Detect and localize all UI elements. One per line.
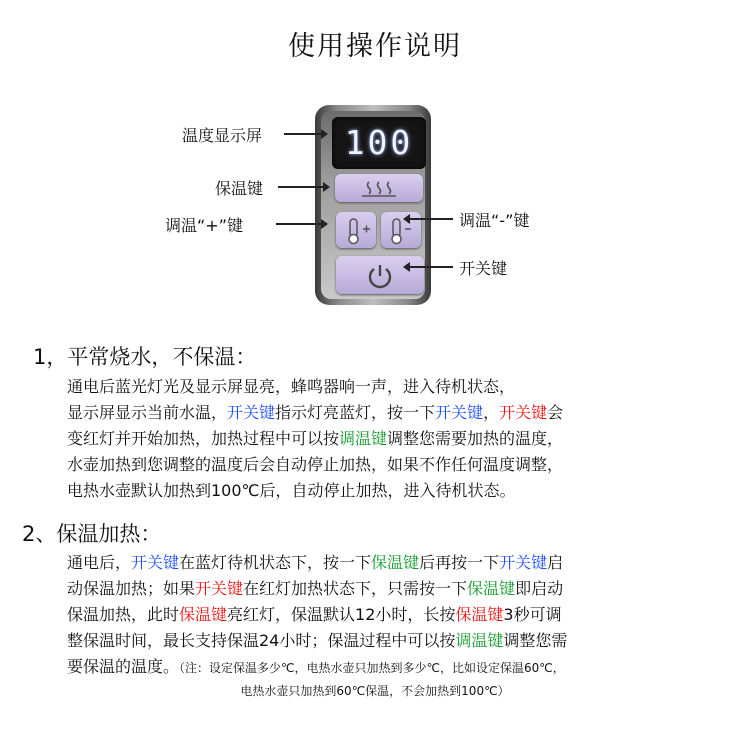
section2-line-3: [67, 602, 562, 628]
section1-line-3: [67, 426, 563, 452]
temp-minus-label: 调温“-”键: [459, 211, 530, 230]
warm-key-callout-line: [278, 186, 328, 188]
power-key-callout-line: [405, 266, 453, 268]
temp-minus-callout-line: [405, 218, 453, 220]
section2-line-1: [67, 550, 563, 576]
temp-plus-button[interactable]: [336, 212, 376, 248]
section2-line-5: [67, 654, 565, 681]
power-button[interactable]: [336, 256, 424, 294]
power-key-term: 开关键: [131, 553, 180, 572]
page-title: 使用操作说明: [288, 31, 462, 62]
power-key-term: 开关键: [499, 553, 548, 572]
text-segment: 会: [547, 403, 564, 422]
text-segment: 后再按一下: [419, 553, 500, 572]
display-digits: 100: [344, 123, 414, 162]
power-icon: [336, 256, 424, 294]
text-segment: 保温加热，此时: [67, 605, 180, 624]
text-segment: 通电后，: [67, 553, 132, 572]
warm-key-term: 保温键: [371, 553, 420, 572]
display-callout-line: [284, 133, 326, 135]
warm-key-term: 保温键: [467, 579, 516, 598]
kettle-control-panel: [315, 105, 431, 305]
temp-plus-callout-line: [276, 223, 326, 225]
text-segment: 亮红灯，保温默认12小时，长按: [227, 605, 456, 624]
warm-key-term: 保温键: [179, 605, 228, 624]
text-segment: 变红灯并开始加热，加热过程中可以按: [67, 429, 340, 448]
text-segment: 启: [547, 553, 564, 572]
text-segment: 指示灯亮蓝灯，按一下: [275, 403, 436, 422]
power-key-term: 开关键: [499, 403, 548, 422]
temp-key-term: 调温键: [455, 631, 504, 650]
note-text: （注：设定保温多少℃，电热水壶只加热到多少℃，比如设定保温60℃，: [179, 661, 565, 675]
power-key-term: 开关键: [195, 579, 244, 598]
steam-icon: [335, 174, 423, 202]
section1-line-5: 电热水壶默认加热到100℃后，自动停止加热，进入待机状态。: [67, 481, 516, 500]
section1-line-1: 通电后蓝光灯光及显示屏显亮，蜂鸣器响一声，进入待机状态，: [67, 377, 516, 396]
display-label: 温度显示屏: [182, 126, 263, 145]
power-key-label: 开关键: [459, 259, 508, 278]
text-segment: 动保温加热；如果: [67, 579, 196, 598]
warm-key-label: 保温键: [215, 179, 264, 198]
warm-key-term: 保温键: [455, 605, 504, 624]
text-segment: 即启动: [515, 579, 564, 598]
temp-key-term: 调温键: [339, 429, 388, 448]
power-key-term: 开关键: [435, 403, 484, 422]
section2-line-4: [67, 628, 567, 654]
text-segment: 调整您需要加热的温度，: [387, 429, 564, 448]
section2-heading: 2、保温加热：: [22, 522, 162, 546]
text-segment: 整保温时间，最长支持保温24小时；保温过程中可以按: [67, 631, 456, 650]
warm-keep-button[interactable]: [335, 174, 423, 202]
section2-note-line: 电热水壶只加热到60℃保温，不会加热到100℃）: [240, 684, 510, 698]
text-segment: 在红灯加热状态下，只需按一下: [243, 579, 468, 598]
temp-plus-label: 调温“+”键: [165, 216, 243, 235]
text-segment: 要保温的温度。: [67, 657, 180, 676]
text-segment: 调整您需: [503, 631, 568, 650]
section1-line-2: [67, 400, 563, 426]
text-segment: 显示屏显示当前水温，: [67, 403, 228, 422]
temperature-display: [332, 117, 426, 169]
text-segment: 在蓝灯待机状态下，按一下: [179, 553, 372, 572]
section2-line-2: [67, 576, 563, 602]
text-segment: 3秒可调: [503, 605, 562, 624]
text-segment: ，: [483, 403, 500, 422]
section1-heading: 1，平常烧水，不保温：: [33, 345, 257, 369]
thermometer-plus-icon: [336, 212, 376, 248]
power-key-term: 开关键: [227, 403, 276, 422]
section1-line-4: 水壶加热到您调整的温度后会自动停止加热，如果不作任何温度调整，: [67, 455, 564, 474]
